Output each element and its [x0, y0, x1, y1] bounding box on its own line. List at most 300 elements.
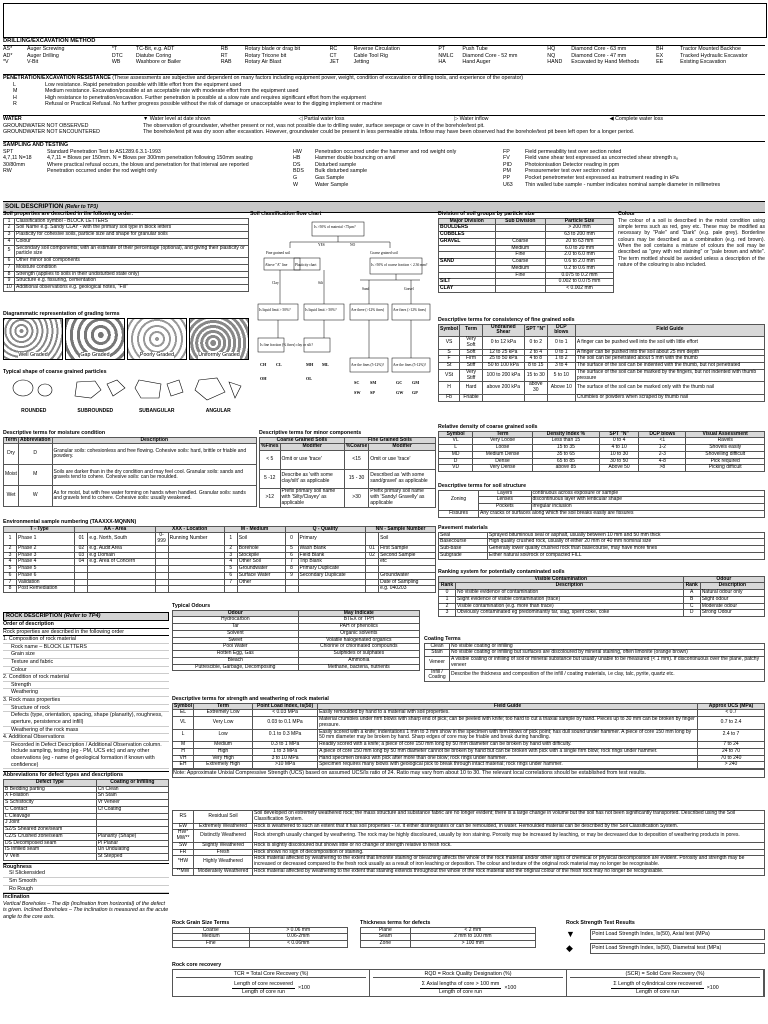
- group-cell: Fine: [495, 272, 546, 279]
- flow-code: GW: [396, 389, 404, 395]
- recovery-title: Rock core recovery: [172, 962, 222, 968]
- odour-cell: Putrescible, Garbage, Decomposing: [173, 664, 299, 671]
- column-header: Rank: [683, 583, 700, 590]
- table-row: [4, 437, 257, 444]
- strength-cell: A piece of core 150 mm long by 50 mm diameter cannot be broken by hand but can be broken with pick with a single firm blow; rock rings under hammer.: [318, 748, 698, 755]
- minor-cell: Omit or use 'trace': [369, 451, 436, 470]
- flow-gw-q: Are the fines (5-12%)?: [393, 362, 427, 367]
- group-cell: Medium: [495, 265, 546, 272]
- env-cell: 4: [224, 559, 237, 566]
- table-row: [173, 664, 420, 671]
- angular-particle: [195, 378, 225, 400]
- drilling-desc: Diamond Core - 52 mm: [462, 52, 518, 59]
- density-cell: Ravels: [686, 438, 765, 445]
- structure-table: [438, 490, 765, 518]
- group-cell: CLAY: [439, 286, 496, 293]
- column-header: AA - Area: [75, 526, 155, 533]
- drilling-code: AD*: [3, 52, 13, 59]
- soil-prop-number: 2: [4, 225, 15, 232]
- pavement-title: Pavement materials: [438, 525, 488, 531]
- strength-cell: High: [194, 748, 253, 755]
- table-row: [173, 624, 420, 631]
- sampling-code: 30/80mm: [3, 161, 26, 168]
- rock-item: Weathering: [3, 689, 169, 697]
- env-cell: e.g. Area of Concern: [88, 559, 155, 566]
- table-row: [4, 813, 169, 820]
- sampling-desc: 4,7,11 = Blows per 150mm. N = Blows per 300mm penetration following 150mm seating: [47, 155, 253, 162]
- coating-title: Coating Terms: [424, 636, 461, 642]
- env-cell: Soil: [379, 533, 436, 546]
- drilling-desc: V-Bit: [27, 59, 39, 66]
- table-row: [173, 868, 765, 875]
- soil-prop-text: Structure e.g. fissuring, cementation: [15, 278, 249, 285]
- soil-prop-text: Plasticity for cohesive soils, particle size and shape for granular soils: [15, 232, 249, 239]
- consistency-cell: 2 to 4: [524, 349, 547, 356]
- consistency-cell: The surface of the soil can be indented with the thumb, but not penetrated: [575, 363, 764, 370]
- water-term: GROUNDWATER NOT OBSERVED: [3, 122, 89, 129]
- group-cell: > 200 mm: [546, 225, 614, 232]
- table-row: [173, 811, 765, 824]
- sampling-desc: Disturbed sample: [315, 161, 357, 168]
- table-row: [4, 586, 436, 593]
- env-table: [3, 526, 436, 594]
- group-cell: COBBLES: [439, 232, 496, 239]
- sampling-left: [3, 149, 293, 189]
- odour-cell: Tar: [173, 624, 299, 631]
- recovery-grid: [172, 969, 765, 998]
- rst-title: Rock Strength Test Results: [566, 920, 635, 926]
- flow-chart-svg: [250, 218, 436, 398]
- denominator: Length of core run: [439, 988, 483, 995]
- drilling-desc: Hand Auger: [462, 59, 491, 66]
- column-header: Particle Size: [546, 218, 614, 225]
- strength-section: [172, 696, 765, 810]
- structure-title: Descriptive terms for soil structure: [438, 483, 527, 489]
- ranking-cell: Obviously contaminated eg predominantly tar, slag, spent coke, coke: [456, 610, 684, 617]
- env-cell: [366, 579, 379, 586]
- strength-cell: 3 to 10 MPa: [253, 755, 318, 762]
- flow-code: OH: [260, 375, 267, 381]
- grain-cell: Fine: [173, 941, 250, 948]
- colour-text: The colour of a soil is described in the moist condition using simple terms such as red, grey etc. These may be modified as necessary by "Pale" and "Dark" (e.g. pale grey). Borderline colours may be described as a combination (e.g. red brown). When the soil contains a mixture of colours the soil may be described as "grey with red staining" or "pale brown and white". The term mottled should be avoided unless a description of the nature of the colouring is also included.: [618, 217, 765, 269]
- table-row: [173, 830, 765, 843]
- sampling-desc: Where practical refusal occurs, the blows and penetration for that interval are reported: [47, 161, 249, 168]
- weathering-cell: **MW: [173, 868, 194, 875]
- consistency-cell: Stiff: [460, 363, 483, 370]
- sampling-row: [3, 149, 293, 156]
- group-cell: < 0.002 mm: [546, 286, 614, 293]
- table-row: [439, 465, 765, 472]
- minor-cell: 15 - 30: [344, 470, 368, 489]
- consistency-cell: Crumbles or powders when scraped by thumb nail: [575, 394, 764, 401]
- group-cell: [495, 225, 546, 232]
- drilling-column: [438, 46, 547, 66]
- table-row: [439, 497, 765, 504]
- pavement-desc: Sprayed bituminous seal or asphalt, usually between 10 mm and 50 mm thick: [488, 532, 765, 539]
- ranking-cell: A: [683, 590, 700, 597]
- column-header: Description: [700, 583, 764, 590]
- drilling-entry: [656, 59, 765, 66]
- penetration-desc: Medium resistance. Excavation/possible at an acceptable rate with moderate effort from the equipment used: [45, 88, 299, 95]
- sampling-row: [503, 162, 765, 169]
- coating-term: Stain: [425, 650, 450, 657]
- consistency-cell: 4 to 8: [524, 356, 547, 363]
- rock-item: Rock name – BLOCK LETTERS: [3, 644, 169, 652]
- sampling-code: SPT: [3, 148, 14, 155]
- abbr-cell: B Bedding parting: [4, 786, 97, 793]
- abbr-cell: Planarity (Shape): [96, 833, 168, 840]
- strength-cell: 2.4 to 7: [698, 729, 765, 742]
- drilling-desc: Diamond Core - 63 mm: [571, 46, 627, 53]
- soil-title: SOIL DESCRIPTION: [5, 203, 64, 210]
- column-header: Q - Quality: [285, 526, 366, 533]
- odours-table: [172, 610, 420, 672]
- column-header: Term: [460, 324, 483, 337]
- env-cell: [168, 545, 224, 552]
- density-cell: 65 to 85: [532, 458, 599, 465]
- env-cell: 6: [4, 572, 17, 579]
- density-cell: Very Loose: [473, 438, 533, 445]
- table-row: [4, 854, 169, 861]
- moisture-cell: Moist: [4, 465, 19, 486]
- thickness-section: [360, 920, 536, 962]
- rock-item: Structure of rock: [3, 705, 169, 713]
- ranking-cell: Visible contamination (e.g. more than trace): [456, 603, 684, 610]
- env-cell: 2: [224, 545, 237, 552]
- minor-cell: Described as 'with some sand/gravel' as applicable: [369, 470, 436, 489]
- penetration-code: M: [13, 88, 18, 95]
- sampling-code: HB: [293, 155, 301, 162]
- gap-graded-label: Gap Graded: [80, 352, 110, 358]
- partial-loss-legend: [299, 116, 455, 123]
- drilling-entry: [3, 53, 112, 60]
- soil-prop-text: Colour: [15, 238, 249, 245]
- table-row: [4, 847, 169, 854]
- minor-cell: Prefix primary soil name with 'Sandy/ Gravelly' as applicable: [369, 489, 436, 508]
- weathering-cell: Rock strength usually changed by weathering. The rock may be highly discoloured, usually by iron staining. Porosity may be increased by leaching, or may be decreased due to deposition of weathering products in pores.: [253, 830, 765, 843]
- minor-section: [259, 430, 436, 530]
- table-row: [173, 856, 765, 869]
- drilling-code: HQ: [547, 46, 556, 53]
- coating-term: Clean: [425, 643, 450, 650]
- grain-table: [172, 927, 348, 948]
- water-inflow-label: Water inflow: [459, 116, 489, 122]
- structure-term: Layers: [479, 490, 531, 497]
- pavement-desc: High quality crushed rock, usually of either 20 mm or 40 mm nominal size: [488, 539, 765, 546]
- strength-cell: Extremely Low: [194, 710, 253, 717]
- flow-code: SC: [354, 379, 360, 385]
- rock-item: 1. Composition of rock material: [3, 636, 169, 644]
- drilling-code: RT: [220, 52, 228, 59]
- density-cell: 4 to 10: [600, 445, 639, 452]
- pavement-desc: Either natural soil/rock or compacted FILL: [488, 552, 765, 559]
- flow-fines-2: Are there (>12% fines): [351, 307, 385, 312]
- soil-prop-text: Other minor soil components: [15, 258, 249, 265]
- complete-loss-label: Complete water loss: [615, 116, 664, 122]
- complete-loss-legend: [610, 116, 766, 123]
- water-term: GROUNDWATER NOT ENCOUNTERED: [3, 129, 101, 136]
- strength-cell: EL: [173, 710, 194, 717]
- drilling-code: RC: [329, 46, 338, 53]
- env-cell: [155, 552, 168, 559]
- group-cell: [439, 265, 496, 272]
- flow-yes-1: YES: [318, 242, 325, 247]
- water-row: [3, 123, 765, 130]
- env-cell: Phase 4: [17, 559, 75, 566]
- water-level-icon: ▼: [143, 116, 149, 122]
- drilling-column: [3, 46, 112, 66]
- sampling-row: [3, 168, 293, 175]
- strength-cell: 0.3 to 1 MPa: [253, 742, 318, 749]
- structure-term: Pockets: [479, 504, 531, 511]
- ranking-cell: D: [683, 610, 700, 617]
- env-cell: Phase 2: [17, 545, 75, 552]
- water-legend-row: [3, 116, 765, 123]
- drilling-desc: TC-Bit, e.g. ADT: [135, 46, 175, 53]
- sampling-desc: Penetration occurred under the rod weight only: [47, 168, 158, 175]
- env-cell: [366, 559, 379, 566]
- weathering-cell: Residual Soil: [194, 811, 253, 824]
- env-cell: Surface Water: [237, 572, 285, 579]
- env-cell: [168, 552, 224, 559]
- consistency-cell: 5 to 10: [547, 369, 575, 382]
- group-cell: Medium: [495, 245, 546, 252]
- shape-subrounded: SUBROUNDED: [77, 408, 114, 415]
- rock-order: Order of description: [3, 621, 169, 629]
- flow-code: SW: [354, 389, 361, 395]
- rounded-particle: [13, 380, 33, 396]
- env-cell: 2: [4, 545, 17, 552]
- odour-cell: BTEX or TPH: [298, 617, 419, 624]
- odour-cell: Organic solvents: [298, 630, 419, 637]
- density-cell: 35 to 65: [532, 451, 599, 458]
- flow-liquid-1: Is liquid limit > 50%?: [259, 307, 291, 312]
- sampling-row: [293, 168, 503, 175]
- weathering-cell: Rock is slightly discoloured but shows little or no change of strength relative to fresh rock.: [253, 842, 765, 849]
- recovery-section: [172, 962, 765, 1022]
- table-row: [173, 651, 420, 658]
- drilling-code: EX: [656, 52, 664, 59]
- numerator: Σ Axial lengths of core > 100 mm: [421, 981, 500, 988]
- rough-title: Roughness: [3, 863, 169, 871]
- strength-cell: Extremely High: [194, 762, 253, 769]
- strength-cell: Specimen requires many blows with geological pick to break through intact material; rock rings under hammer.: [318, 762, 698, 769]
- sampling-desc: Field permeability test over section noted: [525, 148, 622, 155]
- consistency-cell: 15 to 30: [524, 369, 547, 382]
- flow-fines-3: Are fines (>12% fines): [393, 307, 427, 312]
- thickness-cell: 2 mm to 100 mm: [410, 934, 535, 941]
- density-cell: D: [439, 458, 473, 465]
- column-header: Sub Division: [495, 218, 546, 225]
- drilling-desc: Rotary Tricone bit: [244, 52, 287, 59]
- drilling-entry: [656, 46, 765, 53]
- strength-cell: < 0.7: [698, 710, 765, 717]
- weathering-cell: Fresh: [194, 849, 253, 856]
- group-cell: [495, 279, 546, 286]
- density-cell: MD: [439, 451, 473, 458]
- table-row: [439, 431, 765, 438]
- density-cell: Very Dense: [473, 465, 533, 472]
- sampling-code: RW: [3, 168, 12, 175]
- weathering-cell: Rock material affected by weathering to the extent that staining extends throughout the whole of the rock material and the original colour of the fresh rock may no longer be recognisable.: [253, 868, 765, 875]
- column-header: Description: [52, 437, 256, 444]
- env-cell: 01: [366, 545, 379, 552]
- consistency-cell: 0 to 2: [524, 337, 547, 350]
- env-cell: [366, 572, 379, 579]
- drilling-entry: [3, 46, 112, 53]
- weathering-cell: EW: [173, 823, 194, 830]
- abbr-cell: [96, 820, 168, 827]
- table-row: [4, 526, 436, 533]
- column-header: Fine Grained Soils: [344, 437, 435, 444]
- thickness-cell: Zone: [361, 941, 411, 948]
- penetration-heading: [3, 75, 765, 82]
- consistency-cell: 8 to 15: [524, 363, 547, 370]
- recovery-label: RQD = Rock Quality Designation (%): [373, 971, 563, 979]
- drilling-entry: [656, 53, 765, 60]
- drilling-entry: [3, 59, 112, 66]
- subangular-particle: [135, 380, 161, 398]
- sampling-code: PID: [503, 161, 512, 168]
- table-row: [4, 566, 436, 573]
- pavement-desc: Generally lower quality crushed rock than basecourse, may have more fines: [488, 546, 765, 553]
- env-cell: etc: [379, 559, 436, 566]
- consistency-cell: Firm: [460, 356, 483, 363]
- env-cell: 7: [285, 559, 298, 566]
- consistency-cell: A finger can be pushed well into the soil with little effort: [575, 337, 764, 350]
- column-header: NN - Sample Number: [366, 526, 436, 533]
- env-cell: e.g. 040203: [379, 586, 436, 593]
- shape-angular: ANGULAR: [205, 408, 231, 415]
- grain-cell: < 0.06mm: [249, 941, 347, 948]
- rock-intro: Rock properties are described in the following order: [3, 629, 169, 637]
- drilling-entry: [438, 46, 547, 53]
- drilling-section: [3, 38, 765, 75]
- drilling-desc: Rotary blade or drag bit: [244, 46, 301, 53]
- coating-desc: A visible coating or infilling of soil or mineral substance but usually unable to be measured (< 1 mm). If discontinuous over the plane, patchy veneer: [450, 657, 765, 670]
- poorly-graded-label: Poorly Graded: [139, 352, 175, 358]
- consistency-cell: Soft: [460, 349, 483, 356]
- rough-item: Sm Smooth: [3, 878, 169, 886]
- env-cell: [155, 559, 168, 566]
- penetration-row: [3, 82, 765, 89]
- density-cell: 2-3: [639, 451, 686, 458]
- table-row: [173, 823, 765, 830]
- column-header: Term: [194, 703, 253, 710]
- table-row: [173, 717, 765, 730]
- penetration-desc: Low resistance. Rapid penetration possible with little effort from the equipment used: [45, 81, 242, 88]
- consistency-cell: [482, 394, 524, 401]
- env-cell: Groundwater: [379, 572, 436, 579]
- ranking-title: Ranking system for potentially contaminated soils: [438, 569, 565, 575]
- density-cell: Above 50: [600, 465, 639, 472]
- consistency-cell: The surface of the soil can be marked only with the thumb nail: [575, 382, 764, 395]
- penetration-title: PENETRATION/EXCAVATION RESISTANCE: [3, 75, 111, 81]
- coating-term: Veneer: [425, 657, 450, 670]
- table-row: [173, 842, 765, 849]
- env-cell: 1: [4, 533, 17, 546]
- table-row: [4, 800, 169, 807]
- odours-section: [172, 603, 420, 687]
- ranking-cell: 0: [439, 590, 456, 597]
- column-header: %Fines: [261, 443, 279, 450]
- rock-item: 2. Condition of rock material: [3, 674, 169, 682]
- odour-cell: Pool Water: [173, 644, 299, 651]
- weathering-cell: *HW: [173, 856, 194, 869]
- fraction: [420, 981, 502, 995]
- table-row: [425, 669, 765, 682]
- drilling-column: [221, 46, 330, 66]
- partial-loss-icon: ◁: [298, 116, 303, 122]
- consistency-cell: above 30: [524, 382, 547, 395]
- column-header: Odour: [173, 610, 299, 617]
- abbr-cell: L Cleavage: [4, 813, 97, 820]
- water-desc: The observation of groundwater, whether present or not, was not possible due to drilling water, surface seepage or cave in of the borehole/test pit.: [143, 122, 485, 129]
- times-100: ×100: [706, 985, 719, 992]
- coating-table: [424, 643, 765, 683]
- table-row: [4, 232, 249, 239]
- sampling-row: [503, 155, 765, 162]
- structure-desc: irregular inclusion: [531, 504, 764, 511]
- table-row: [173, 927, 348, 934]
- density-cell: Medium Dense: [473, 451, 533, 458]
- group-cell: 0.2 to 0.6 mm: [546, 265, 614, 272]
- density-cell: VL: [439, 438, 473, 445]
- abbr-cell: CZ/S Crushed zone/seam: [4, 833, 97, 840]
- rough-rows: [3, 870, 169, 893]
- weathering-cell: Soil developed on extremely weathered rock; the mass structure and substance fabric are no longer evident; there is a large change in volume but the soil has not been significantly transported. Described using the Soil Classification System.: [253, 811, 765, 824]
- column-header: T - Type: [4, 526, 75, 533]
- flow-code: MH: [306, 361, 314, 367]
- sampling-right: [503, 149, 765, 189]
- water-inflow-icon: ▷: [454, 116, 459, 122]
- env-cell: Borehole: [237, 545, 285, 552]
- odour-cell: PAH or phenolics: [298, 624, 419, 631]
- abbr-cell: Sn Stain: [96, 793, 168, 800]
- flow-code: OL: [306, 375, 313, 381]
- env-cell: [88, 572, 155, 579]
- flow-sw-q: Are the fines (5-12%)?: [351, 362, 385, 367]
- env-cell: 01: [75, 533, 88, 546]
- strength-cell: Easily scored with a knife; indentations 1 mm to 3 mm show in the specimen with firm blows of pick point; has dull sound under hammer. A piece of core 150 mm long by 50 mm diameter may be broken by hand. Sharp edges of core may be friable and break during handling.: [318, 729, 698, 742]
- well-graded-label: Well Graded: [18, 352, 48, 358]
- recovery-fraction: [176, 981, 366, 995]
- ranking-cell: C: [683, 603, 700, 610]
- env-cell: [75, 586, 88, 593]
- density-cell: Shovelling difficult: [686, 451, 765, 458]
- drilling-entry: [221, 59, 330, 66]
- weathering-cell: Rock is weathered to such an extent that it has soil properties - i.e. it either disintegrates or can be remoulded, in water. Remoulded material can be described by the Soil Classification System.: [253, 823, 765, 830]
- sampling-desc: Hammer double bouncing on anvil: [315, 155, 396, 162]
- thickness-cell: < 2 mm: [410, 927, 535, 934]
- soil-props-table: [3, 218, 249, 292]
- consistency-cell: 1 to 2: [547, 356, 575, 363]
- sampling-mid: [293, 149, 503, 189]
- flow-code: SP: [370, 389, 375, 395]
- water-desc: The borehole/test pit was dry soon after excavation. However, groundwater could be present in less permeable strata. Inflow may have been observed had the borehole/test pit been left open for a longer period.: [143, 129, 635, 136]
- sampling-code: FP: [503, 148, 510, 155]
- env-cell: [155, 566, 168, 573]
- drilling-entry: [112, 53, 221, 60]
- minor-cell: < 5: [260, 451, 281, 470]
- group-cell: SILT: [439, 279, 496, 286]
- table-row: [439, 324, 765, 337]
- table-row: [4, 465, 257, 486]
- column-header: Approx UCS (MPa): [698, 703, 765, 710]
- drilling-entry: [438, 59, 547, 66]
- env-cell: Phase 5: [17, 566, 75, 573]
- drilling-column: [656, 46, 765, 66]
